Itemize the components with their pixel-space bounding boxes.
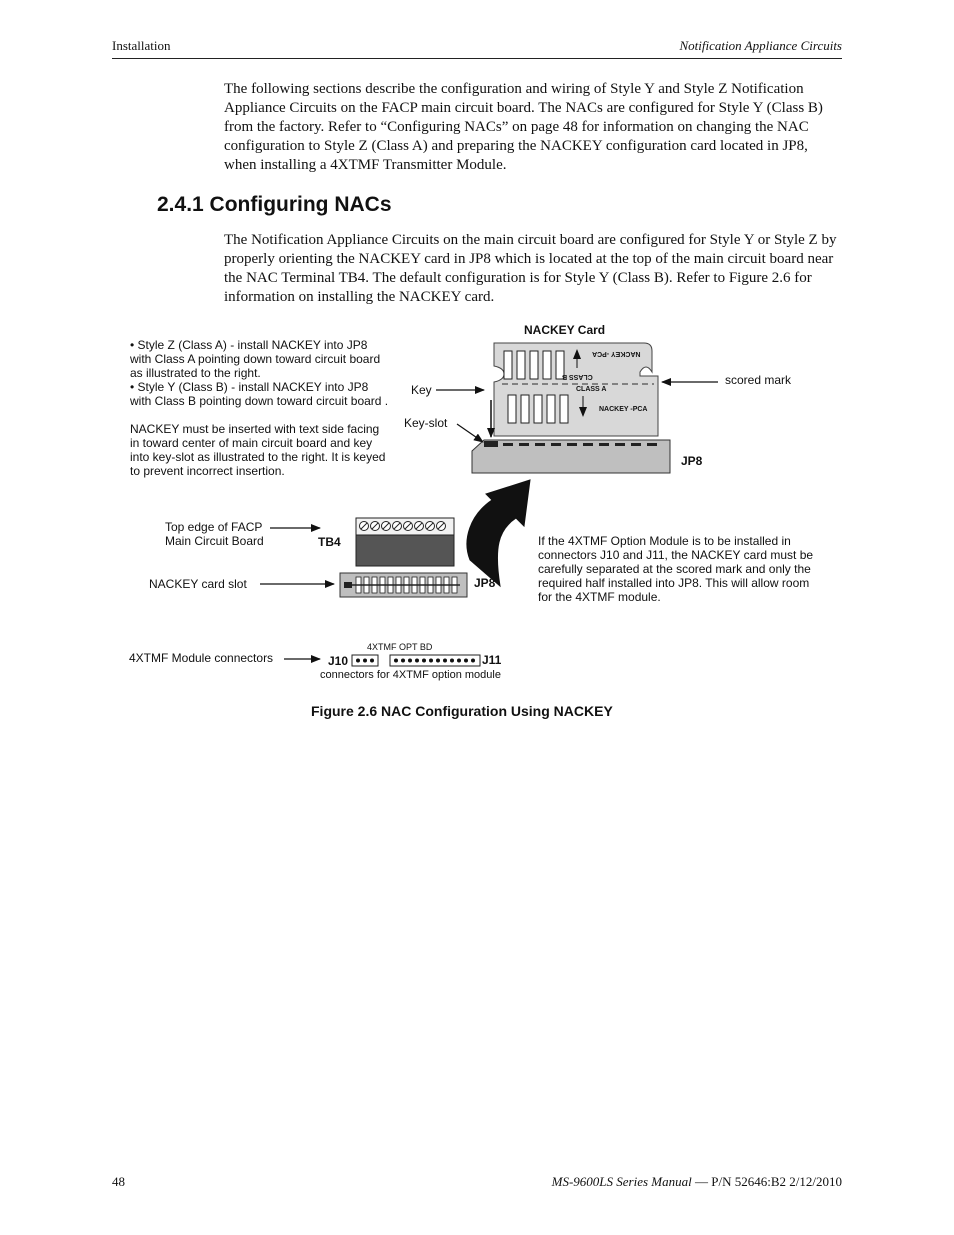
label-key: Key <box>411 383 432 397</box>
notes-left-5: with Class B pointing down toward circuit board . <box>130 394 389 408</box>
label-key-slot: Key-slot <box>404 416 448 430</box>
nackey-card-title: NACKEY Card <box>524 323 606 337</box>
note-right-1: If the 4XTMF Option Module is to be installed in <box>538 534 791 548</box>
label-top-edge-2: Main Circuit Board <box>165 534 264 548</box>
label-option-connectors: connectors for 4XTMF option module <box>320 669 501 681</box>
label-jp8-top: JP8 <box>681 454 703 468</box>
notes-left-7: in toward center of main circuit board and key <box>130 436 373 450</box>
notes-left-2: with Class A pointing down toward circuit board <box>130 352 381 366</box>
note-right-5: for the 4XTMF module. <box>538 590 661 604</box>
figure-caption: Figure 2.6 NAC Configuration Using NACKEY <box>311 703 613 719</box>
card-label-class-a: CLASS A <box>576 386 607 393</box>
label-tb4: TB4 <box>318 535 341 549</box>
big-curved-arrow <box>467 480 530 586</box>
j10-pins <box>356 659 374 663</box>
card-label-top: NACKEY -PCA <box>592 350 641 357</box>
label-4xtmf-opt: 4XTMF OPT BD <box>367 642 433 652</box>
manual-title: MS-9600LS Series Manual <box>551 1174 692 1189</box>
footer-manual <box>552 1174 842 1190</box>
page-header-left: Installation <box>112 38 171 53</box>
label-top-edge-1: Top edge of FACP <box>165 520 263 534</box>
page-number: 48 <box>112 1174 125 1189</box>
note-right-3: carefully separated at the scored mark and only the <box>538 562 811 576</box>
label-j11: J11 <box>482 653 502 667</box>
note-right-4: required half installed into JP8. This will allow room <box>538 576 810 590</box>
card-label-class-b: CLASS B <box>562 373 593 380</box>
notes-left-4: • Style Y (Class B) - install NACKEY into JP8 <box>130 380 369 394</box>
intro-paragraph: The following sections describe the configuration and wiring of Style Y and Style Z Notification Appliance Circuits on the FACP main circuit board. The NACs are configured for Style Y (Class B) from the factory. Refer to “Configuring NACs” on page 48 for information on changing the NAC configuration to Style Z (Class A) and preparing the NACKEY configuration card located in JP8, when installing a 4XTMF Transmitter Module. <box>224 81 823 173</box>
key-slot-arrow <box>457 424 483 442</box>
label-jp8-board: JP8 <box>474 576 496 590</box>
card-label-bottom: NACKEY -PCA <box>599 406 648 413</box>
notes-left-6: NACKEY must be inserted with text side facing <box>130 422 380 436</box>
label-nackey-slot: NACKEY card slot <box>149 577 247 591</box>
notes-left-1: • Style Z (Class A) - install NACKEY into JP8 <box>130 338 368 352</box>
label-scored-mark: scored mark <box>725 373 792 387</box>
label-j10: J10 <box>328 654 349 668</box>
page-header-right: Notification Appliance Circuits <box>679 38 842 53</box>
notes-left-3: as illustrated to the right. <box>130 366 261 380</box>
part-number: — P/N 52646:B2 2/12/2010 <box>691 1174 842 1189</box>
note-right-2: connectors J10 and J11, the NACKEY card must be <box>538 548 814 562</box>
section-paragraph: The Notification Appliance Circuits on the main circuit board are configured for Style Y or Style Z by properly orienting the NACKEY card in JP8 which is located at the top of the main circuit board near the NAC Terminal TB4. The default configuration is for Style Y (Class B). Refer to Figure 2.6 for information on installing the NACKEY card. <box>224 232 837 305</box>
notes-left-8: into key-slot as illustrated to the right. It is keyed <box>130 450 386 464</box>
notes-left-9: to prevent incorrect insertion. <box>130 464 285 478</box>
label-4xtmf-connectors: 4XTMF Module connectors <box>129 651 274 665</box>
section-heading: 2.4.1 Configuring NACs <box>157 193 392 216</box>
